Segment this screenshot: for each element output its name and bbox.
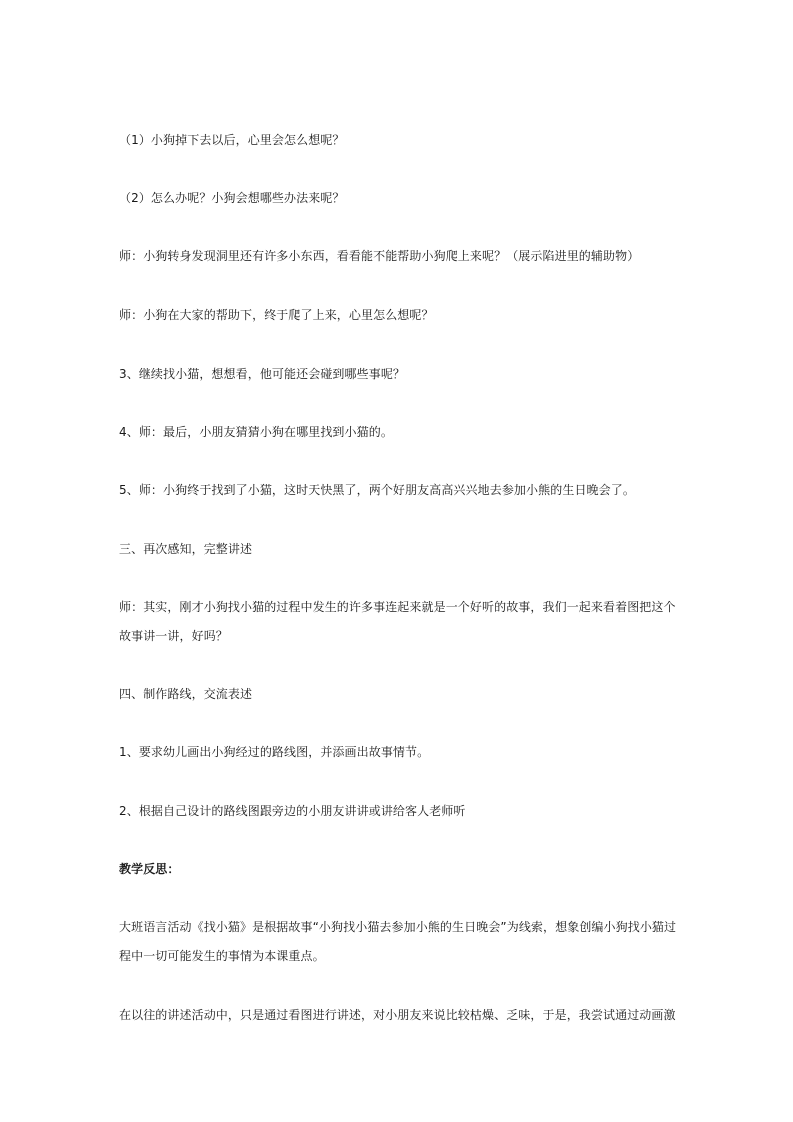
paragraph-question-1: （1）小狗掉下去以后，心里会怎么想呢？ xyxy=(119,133,345,147)
paragraph-teacher-3-line-1: 师：其实，刚才小狗找小猫的过程中发生的许多事连起来就是一个好听的故事，我们一起来看着图把这个 xyxy=(119,600,676,614)
paragraph-reflection-1-line-1: 大班语言活动《找小猫》是根据故事“小狗找小猫去参加小熊的生日晚会”为线索，想象创编小狗找小猫过 xyxy=(119,920,677,934)
paragraph-reflection-1-line-2: 程中一切可能发生的事情为本课重点。 xyxy=(119,949,325,963)
paragraph-step-1: 1、要求幼儿画出小狗经过的路线图，并添画出故事情节。 xyxy=(119,745,430,759)
paragraph-teacher-2: 师：小狗在大家的帮助下，终于爬了上来，心里怎么想呢？ xyxy=(119,308,434,322)
paragraph-question-2: （2）怎么办呢？小狗会想哪些办法来呢？ xyxy=(119,191,345,205)
paragraph-teacher-3-line-2: 故事讲一讲，好吗？ xyxy=(119,629,228,643)
paragraph-step-3: 3、继续找小猫，想想看，他可能还会碰到哪些事呢？ xyxy=(119,367,406,381)
section-heading-3: 三、再次感知，完整讲述 xyxy=(119,542,253,556)
paragraph-teacher-1: 师：小狗转身发现洞里还有许多小东西，看看能不能帮助小狗爬上来呢？（展示陷进里的辅助物） xyxy=(119,249,640,263)
section-heading-4: 四、制作路线，交流表述 xyxy=(119,687,253,701)
paragraph-step-4: 4、师：最后，小朋友猜猜小狗在哪里找到小猫的。 xyxy=(119,425,393,439)
section-heading-reflection: 教学反思： xyxy=(119,862,180,876)
paragraph-step-2: 2、根据自己设计的路线图跟旁边的小朋友讲讲或讲给客人老师听 xyxy=(119,804,466,818)
paragraph-reflection-2-line-1: 在以往的讲述活动中，只是通过看图进行讲述，对小朋友来说比较枯燥、乏味，于是，我尝试通过动画激 xyxy=(119,1008,676,1022)
paragraph-step-5: 5、师：小狗终于找到了小猫，这时天快黑了，两个好朋友高高兴兴地去参加小熊的生日晚会了。 xyxy=(119,483,635,497)
